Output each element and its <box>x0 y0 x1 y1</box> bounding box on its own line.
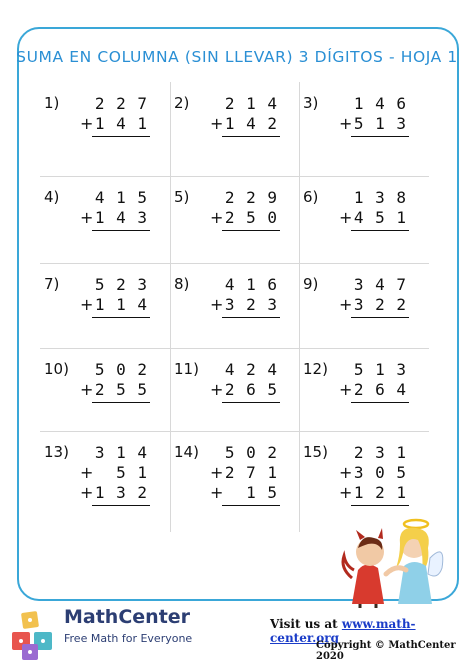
addend: 5 1 <box>94 463 148 482</box>
addend: 2 7 1 <box>224 463 278 482</box>
sum-line <box>92 136 150 137</box>
addend: 5 0 2 <box>94 360 148 379</box>
problem-number: 9) <box>303 275 319 293</box>
addend: 1 4 1 <box>94 114 148 133</box>
plus-sign: + <box>210 463 224 482</box>
addend: 3 2 2 <box>353 295 407 314</box>
problem-cell <box>40 263 170 348</box>
addend: 5 1 3 <box>353 114 407 133</box>
plus-sign: + <box>210 114 224 133</box>
addend: 1 3 8 <box>353 188 407 207</box>
mathcenter-logo-icon <box>10 610 60 662</box>
addend: 1 3 2 <box>94 483 148 502</box>
brand-name: MathCenter <box>64 606 191 628</box>
problem-number: 12) <box>303 360 328 378</box>
addend: 5 2 3 <box>94 275 148 294</box>
addend: 2 5 0 <box>224 208 278 227</box>
plus-sign: + <box>210 295 224 314</box>
problem-cell <box>40 82 170 167</box>
problem-number: 4) <box>44 188 60 206</box>
plus-sign: + <box>80 295 94 314</box>
problem-cell <box>299 82 429 167</box>
plus-sign: + <box>80 208 94 227</box>
sum-line <box>351 317 409 318</box>
addend: 1 2 1 <box>353 483 407 502</box>
devil-angel-illustration-icon <box>338 508 448 608</box>
addend: 3 0 5 <box>353 463 407 482</box>
sum-line <box>222 230 280 231</box>
website-link[interactable]: www.math-center.org <box>270 617 416 645</box>
problem-number: 14) <box>174 443 199 461</box>
problem-cell <box>299 176 429 261</box>
problem-cell <box>40 348 170 433</box>
problem-number: 7) <box>44 275 60 293</box>
plus-sign: + <box>80 463 94 482</box>
plus-sign: + <box>210 380 224 399</box>
plus-sign: + <box>339 295 353 314</box>
addend: 2 6 4 <box>353 380 407 399</box>
addend: 5 1 3 <box>353 360 407 379</box>
brand-tagline: Free Math for Everyone <box>64 632 193 645</box>
sum-line <box>351 230 409 231</box>
problem-cell <box>170 348 300 433</box>
problem-number: 10) <box>44 360 69 378</box>
problem-number: 5) <box>174 188 190 206</box>
problem-cell <box>40 176 170 261</box>
addend: 2 2 9 <box>224 188 278 207</box>
problem-number: 2) <box>174 94 190 112</box>
plus-sign: + <box>339 483 353 502</box>
plus-sign: + <box>339 114 353 133</box>
visit-prefix: Visit us at <box>270 617 338 631</box>
addend: 1 4 2 <box>224 114 278 133</box>
sum-line <box>351 402 409 403</box>
addend: 5 0 2 <box>224 443 278 462</box>
problem-number: 3) <box>303 94 319 112</box>
problem-cell <box>40 431 170 516</box>
addend: 1 5 <box>224 483 278 502</box>
addend: 2 6 5 <box>224 380 278 399</box>
problem-number: 15) <box>303 443 328 461</box>
copyright-text: Copyright © MathCenter 2020 <box>316 640 456 662</box>
problem-cell <box>299 348 429 433</box>
plus-sign: + <box>210 483 224 502</box>
sum-line <box>222 136 280 137</box>
problem-number: 1) <box>44 94 60 112</box>
addend: 3 2 3 <box>224 295 278 314</box>
addend: 1 4 6 <box>353 94 407 113</box>
problem-cell <box>170 431 300 516</box>
plus-sign: + <box>339 380 353 399</box>
plus-sign: + <box>80 483 94 502</box>
sum-line <box>351 136 409 137</box>
sum-line <box>222 317 280 318</box>
addend: 2 1 4 <box>224 94 278 113</box>
problem-number: 6) <box>303 188 319 206</box>
problem-number: 13) <box>44 443 69 461</box>
sum-line <box>351 505 409 506</box>
plus-sign: + <box>339 463 353 482</box>
addend: 4 1 5 <box>94 188 148 207</box>
sum-line <box>222 505 280 506</box>
plus-sign: + <box>80 114 94 133</box>
plus-sign: + <box>80 380 94 399</box>
problem-cell <box>299 431 429 516</box>
addend: 3 4 7 <box>353 275 407 294</box>
sum-line <box>92 230 150 231</box>
worksheet-title: SUMA EN COLUMNA (SIN LLEVAR) 3 DÍGITOS - HOJA 1 <box>16 48 458 66</box>
problem-cell <box>170 263 300 348</box>
sum-line <box>92 402 150 403</box>
addend: 2 2 7 <box>94 94 148 113</box>
addend: 4 1 6 <box>224 275 278 294</box>
addend: 2 3 1 <box>353 443 407 462</box>
sum-line <box>92 317 150 318</box>
sum-line <box>92 505 150 506</box>
addend: 4 2 4 <box>224 360 278 379</box>
problem-cell <box>170 82 300 167</box>
sum-line <box>222 402 280 403</box>
problem-grid <box>40 82 429 532</box>
addend: 1 1 4 <box>94 295 148 314</box>
addend: 2 5 5 <box>94 380 148 399</box>
plus-sign: + <box>339 208 353 227</box>
problem-number: 8) <box>174 275 190 293</box>
addend: 1 4 3 <box>94 208 148 227</box>
problem-number: 11) <box>174 360 199 378</box>
problem-cell <box>170 176 300 261</box>
problem-cell <box>299 263 429 348</box>
addend: 3 1 4 <box>94 443 148 462</box>
plus-sign: + <box>210 208 224 227</box>
addend: 4 5 1 <box>353 208 407 227</box>
